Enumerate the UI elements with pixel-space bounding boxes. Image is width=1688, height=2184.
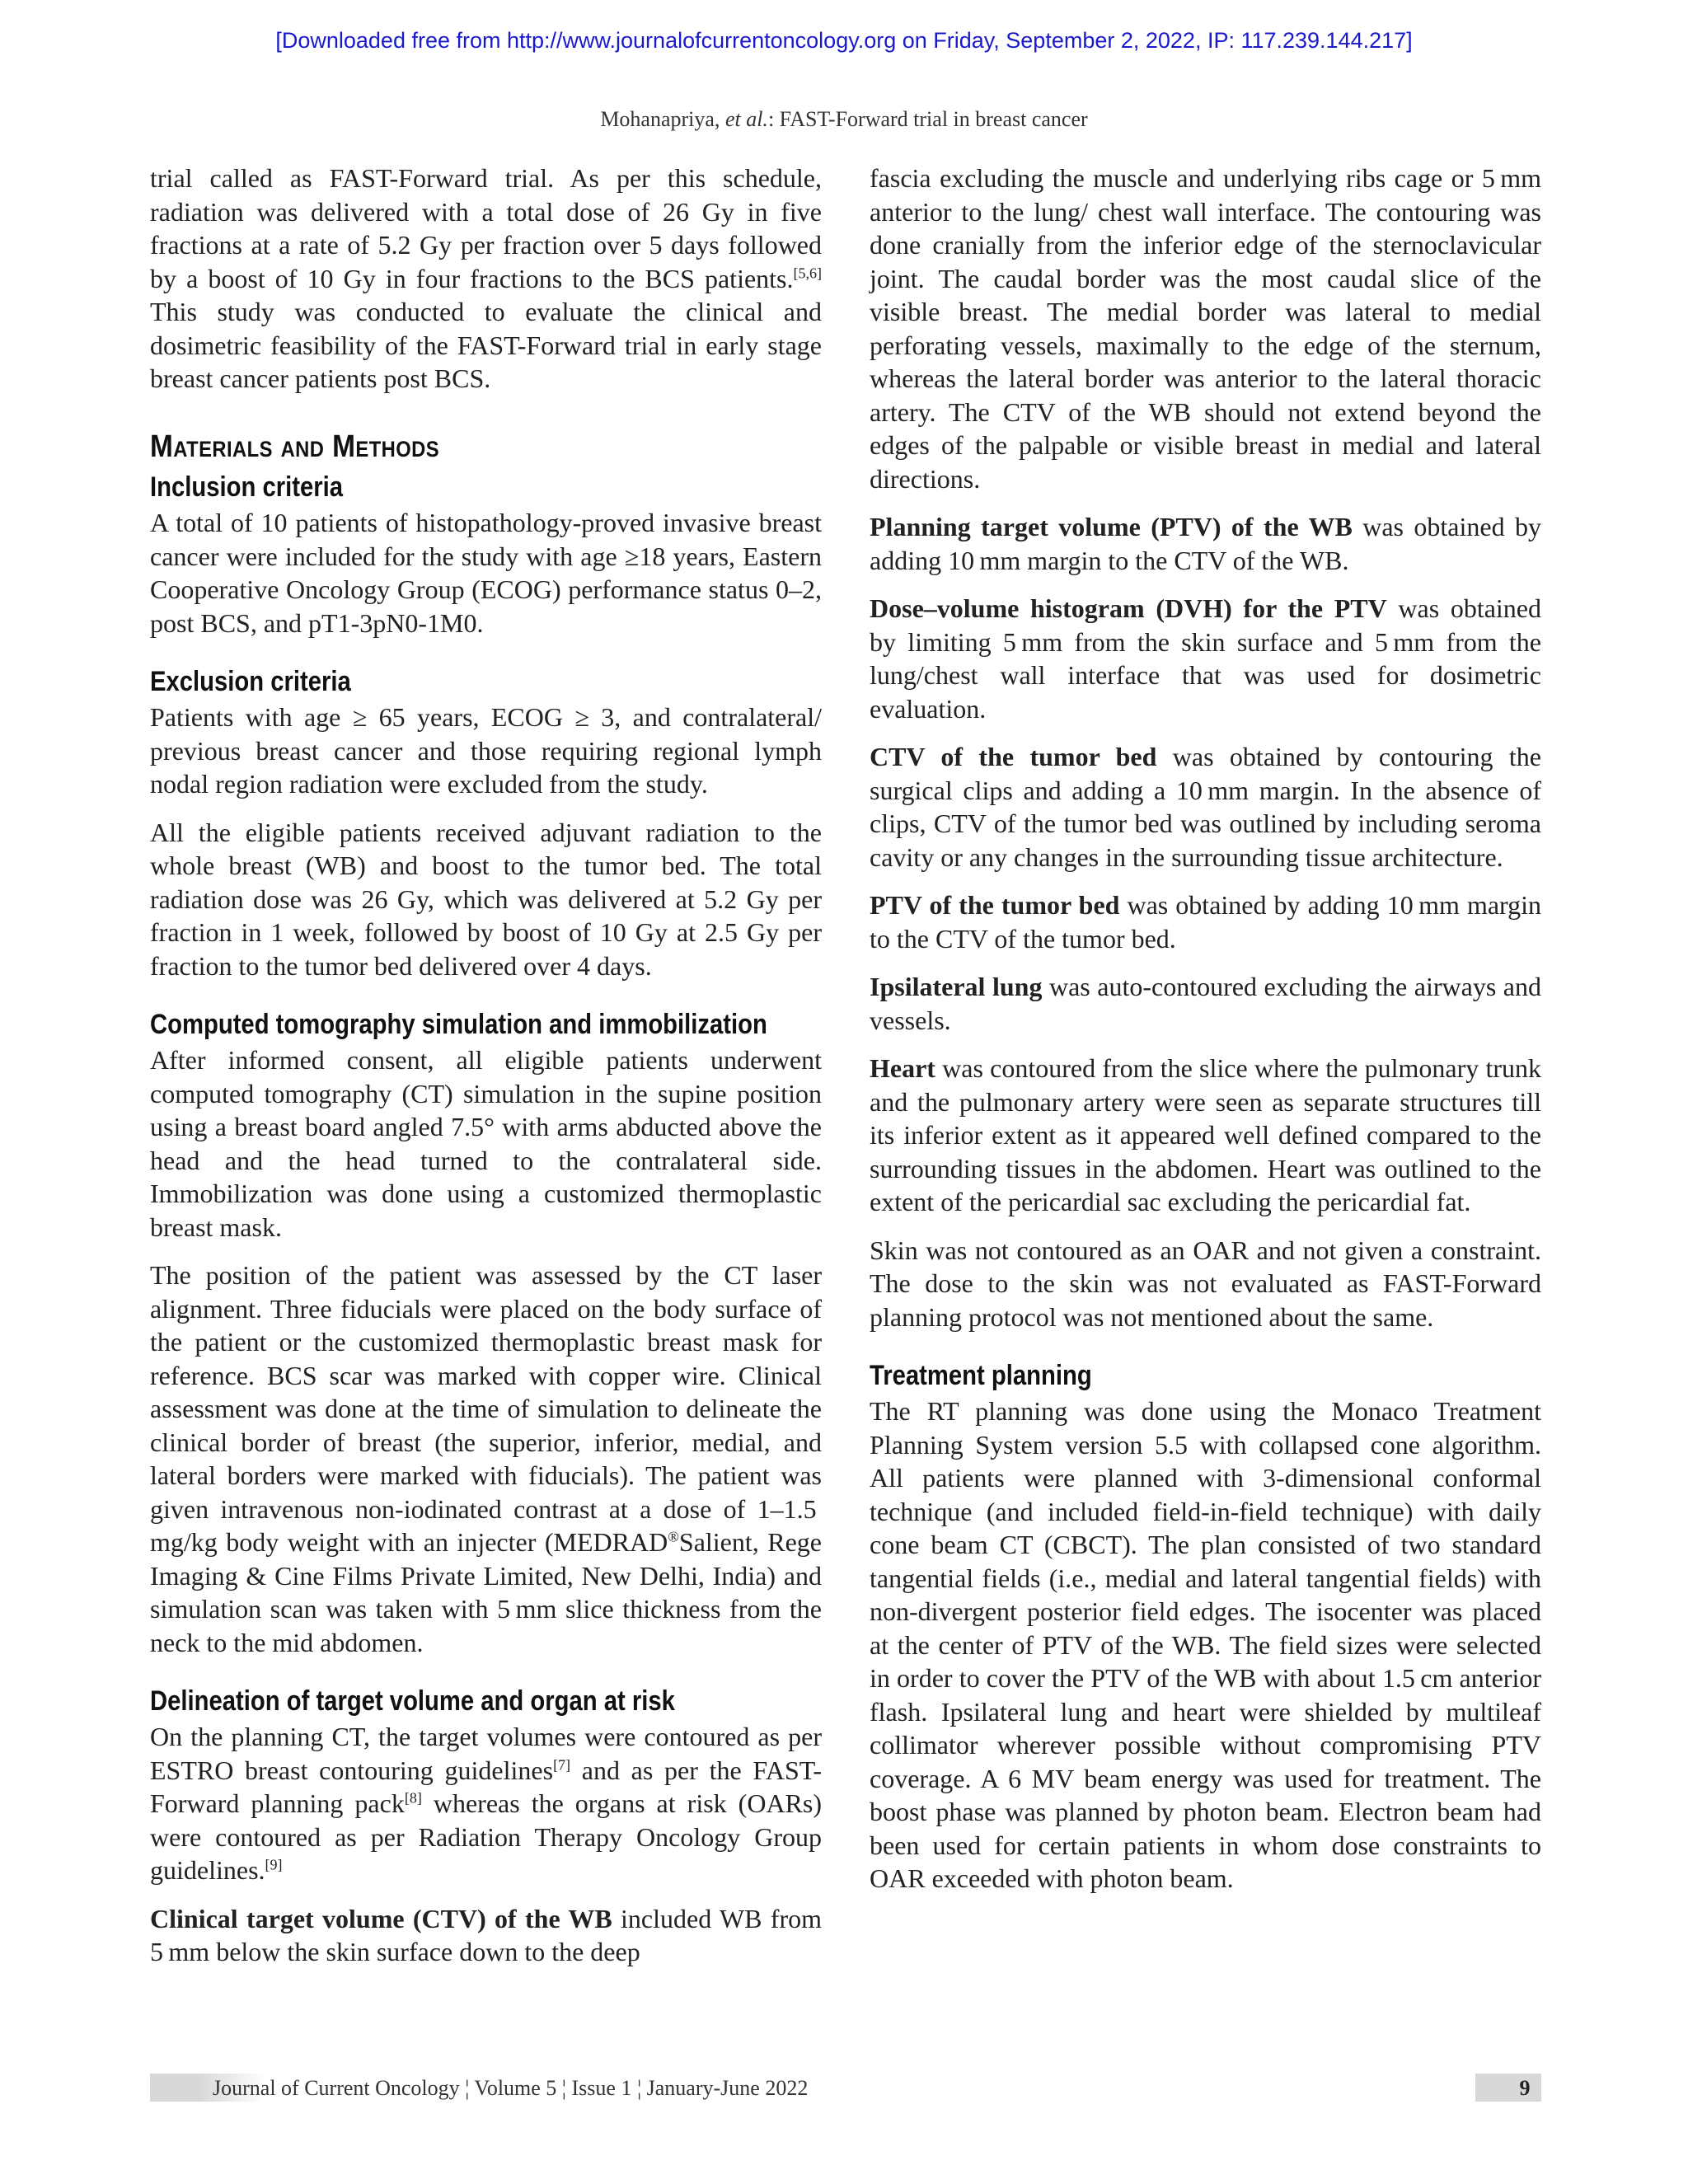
- right-column: [870, 162, 1541, 1896]
- running-head-authors: Mohanapriya,: [600, 107, 720, 131]
- treatment-planning-paragraph: The RT planning was done using the Monaco Treatment Planning System version 5.5 with collapsed cone algorithm. All patients were planned with 3-dimensional conformal technique (and included field-in-field technique) with daily cone beam CT (CBCT). The plan consisted of two standard tangential fields (i.e., medial and lateral tangential fields) with non-divergent posterior field edges. The isocenter was placed at the center of PTV of the WB. The field sizes were selected in order to cover the PTV of the WB with about 1.5 cm anterior flash. Ipsilateral lung and heart were shielded by multileaf collimator wherever possible without compromising PTV coverage. A 6 MV beam energy was used for treatment. The boost phase was planned by photon beam. Electron beam had been used for certain patients in whom dose constraints to OAR exceeded with photon beam.: [870, 1396, 1541, 1893]
- page-number: 9: [1519, 2076, 1531, 2100]
- citation: [8]: [404, 1789, 422, 1807]
- inclusion-paragraph: A total of 10 patients of histopathology-proved invasive breast cancer were included for the study with age ≥18 years, Eastern Cooperative Oncology Group (ECOG) performance status 0–2, post BCS, and pT1-3pN0-1M0.: [150, 508, 822, 638]
- skin-paragraph: Skin was not contoured as an OAR and not given a constraint. The dose to the skin was not evaluated as FAST-Forward planning protocol was not mentioned about the same.: [870, 1235, 1541, 1332]
- left-column: [150, 162, 822, 1969]
- dvh-paragraph: Dose–volume histogram (DVH) for the PTV was obtained by limiting 5 mm from the skin surface and 5 mm from the lung/chest wall interface that was used for dosimetric evaluation.: [870, 593, 1542, 724]
- ctv-tumor-bed-paragraph: CTV of the tumor bed was obtained by contouring the surgical clips and adding a 10 mm margin. In the absence of clips, CTV of the tumor bed was outlined by including seroma cavity or any changes in the surrounding tissue architecture.: [870, 742, 1542, 872]
- download-banner[interactable]: [Downloaded free from http://www.journalofcurrentoncology.org on Friday, September 2, 2022, IP: 117.239.144.217]: [275, 28, 1413, 53]
- running-head-title: : FAST-Forward trial in breast cancer: [767, 107, 1088, 131]
- exclusion-paragraph: Patients with age ≥ 65 years, ECOG ≥ 3, and contralateral/ previous breast cancer and those requiring regional lymph nodal region radiation were excluded from the study.: [150, 702, 822, 799]
- citation: [7]: [553, 1755, 571, 1773]
- inclusion-heading: Inclusion criteria: [150, 471, 344, 503]
- citation: [9]: [265, 1856, 283, 1873]
- citation: [5,6]: [793, 264, 822, 281]
- eligible-paragraph: All the eligible patients received adjuvant radiation to the whole breast (WB) and boost to the tumor bed. The total radiation dose was 26 Gy, which was delivered at 5.2 Gy per fraction in 1 week, followed by boost of 10 Gy at 2.5 Gy per fraction to the tumor bed delivered over 4 days.: [150, 817, 822, 981]
- intro-paragraph: trial called as FAST-Forward trial. As per this schedule, radiation was delivered with a total dose of 26 Gy in five fractions at a rate of 5.2 Gy per fraction over 5 days followed by a boost of 10 Gy in four fractions to the BCS patients.[5,6] This study was conducted to evaluate the clinical and dosimetric feasibility of the FAST-Forward trial in early stage breast cancer patients post BCS.: [150, 163, 822, 393]
- heart-paragraph: Heart was contoured from the slice where the pulmonary trunk and the pulmonary artery were seen as separate structures till its inferior extent as it appeared well defined compared to the surrounding tissues in the abdomen. Heart was outlined to the extent of the pericardial sac excluding the pericardial fat.: [870, 1053, 1541, 1216]
- fascia-paragraph: fascia excluding the muscle and underlying ribs cage or 5 mm anterior to the lung/ chest wall interface. The contouring was done cranially from the inferior edge of the sternoclavicular joint. The caudal border was the most caudal slice of the visible breast. The medial border was lateral to medial perforating vessels, maximally to the edge of the sternum, whereas the lateral border was anterior to the lateral thoracic artery. The CTV of the WB should not extend beyond the edges of the palpable or visible breast in medial and lateral directions.: [870, 163, 1541, 494]
- running-head-etal: et al.: [724, 107, 768, 131]
- ctv-wb-paragraph: Clinical target volume (CTV) of the WB included WB from 5 mm below the skin surface down to the deep: [150, 1903, 823, 1966]
- treatment-planning-heading: Treatment planning: [870, 1360, 1092, 1391]
- delineation-heading: Delineation of target volume and organ at risk: [150, 1685, 675, 1717]
- position-paragraph: The position of the patient was assessed by the CT laser alignment. Three fiducials were placed on the body surface of the patient or the customized thermoplastic breast mask for reference. BCS scar was marked with copper wire. Clinical assessment was done at the time of simulation to delineate the clinical border of breast (the superior, inferior, medial, and lateral borders were marked with fiducials). The patient was given intravenous non-iodinated contrast at a dose of 1–1.5 mg/kg body weight with an injecter (MEDRAD®Salient, Rege Imaging & Cine Films Private Limited, New Delhi, India) and simulation scan was taken with 5 mm slice thickness from the neck to the mid abdomen.: [150, 1260, 823, 1657]
- exclusion-heading: Exclusion criteria: [150, 666, 351, 697]
- ct-paragraph: After informed consent, all eligible patients underwent computed tomography (CT) simulation in the supine position using a breast board angled 7.5° with arms abducted above the head and the head turned to the contralateral side. Immobilization was done using a customized thermoplastic breast mask.: [150, 1045, 822, 1242]
- ct-heading: Computed tomography simulation and immobilization: [150, 1009, 767, 1040]
- section-title: Materials and Methods: [150, 429, 440, 464]
- lung-paragraph: Ipsilateral lung was auto-contoured excluding the airways and vessels.: [870, 972, 1541, 1035]
- footer-journal: Journal of Current Oncology ¦ Volume 5 ¦ Issue 1 ¦ January-June 2022: [213, 2076, 809, 2100]
- ptv-wb-paragraph: Planning target volume (PTV) of the WB was obtained by adding 10 mm margin to the CTV of the WB.: [870, 512, 1542, 575]
- running-head: [0, 107, 1688, 132]
- delineation-paragraph: On the planning CT, the target volumes were contoured as per ESTRO breast contouring guidelines[7] and as per the FAST-Forward planning pack[8] whereas the organs at risk (OARs) were contoured as per Radiation Therapy Oncology Group guidelines.[9]: [150, 1722, 823, 1885]
- ptv-tumor-bed-paragraph: PTV of the tumor bed was obtained by adding 10 mm margin to the CTV of the tumor bed.: [870, 890, 1542, 954]
